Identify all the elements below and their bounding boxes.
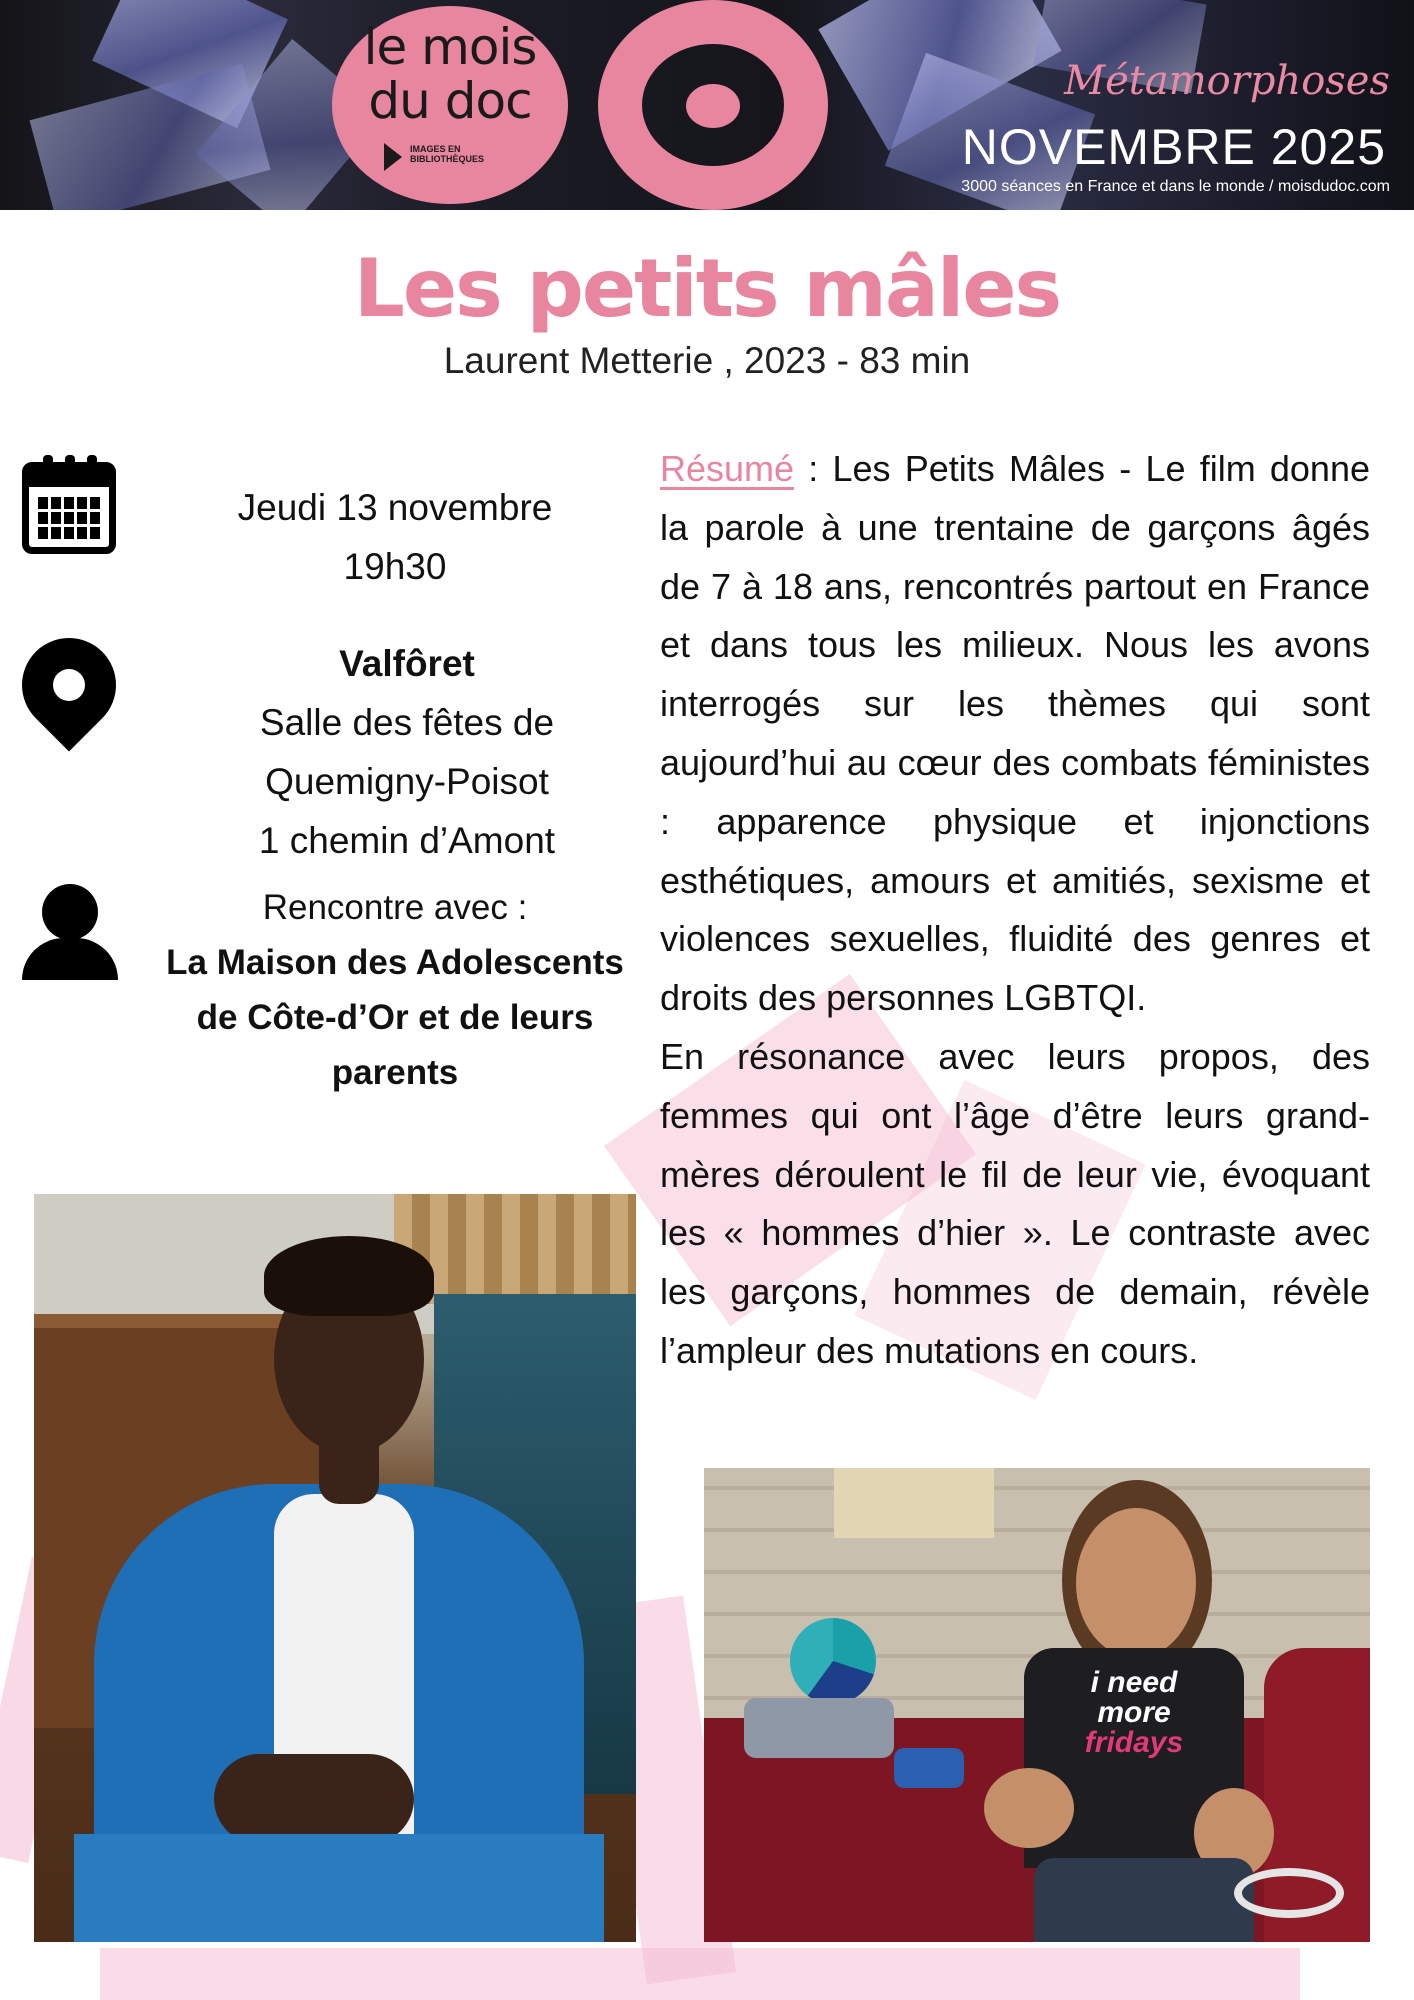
film-still-child (704, 1468, 1370, 1942)
meeting-line-1: La Maison des Adolescents (166, 943, 624, 982)
person-icon-body (22, 938, 118, 980)
event-date: Jeudi 13 novembre (237, 487, 553, 528)
person-icon (42, 884, 98, 940)
location-pin-icon (3, 619, 136, 752)
film-title: Les petits mâles (353, 242, 1061, 335)
film-summary (660, 440, 1370, 1381)
festival-tagline: 3000 séances en France et dans le monde / moisdudoc.com (961, 178, 1390, 195)
meeting-label: Rencontre avec : (262, 888, 528, 927)
event-time: 19h30 (343, 546, 447, 587)
event-meeting (160, 880, 630, 1100)
meeting-line-3: parents (331, 1053, 459, 1092)
venue-place-name: Valfôret (339, 643, 475, 684)
shirt-line-2: more (1097, 1696, 1171, 1729)
festival-month: NOVEMBRE 2025 (961, 119, 1386, 175)
logo-text (332, 20, 568, 128)
summary-paragraph-1 (660, 440, 1370, 1028)
header-banner (0, 0, 1414, 210)
film-still-young-man (34, 1194, 636, 1942)
background-shard (100, 1948, 1300, 2000)
venue-line-2: Quemigny-Poisot (265, 761, 549, 802)
summary-paragraph-2: En résonance avec leurs propos, des femmes qui ont l’âge d’être leurs grand-mères déroulent le fil de leur vie, évoquant les « hommes d’hier ». Le contraste avec les garçons, hommes de demain, révèle l’ampleur des mutations en cours. (660, 1035, 1370, 1371)
venue-address: 1 chemin d’Amont (258, 820, 556, 861)
logo-subtitle: IMAGES EN BIBLIOTHÈQUES (410, 144, 485, 164)
calendar-icon (22, 462, 116, 554)
shirt-print (1024, 1668, 1244, 1758)
venue-line-1: Salle des fêtes de (259, 702, 555, 743)
summary-text-1: : Les Petits Mâles - Le film donne la parole à une trentaine de garçons âgés de 7 à 18 ans, rencontrés partout en France et dans tous les milieux. Nous les avons interrogés sur les thèmes qui sont aujourd’hui au cœur des combats féministes : apparence physique et injonctions esthétiques, amours et amitiés, sexisme et violences sexuelles, fluidité des genres et droits des personnes LGBTQI. (660, 448, 1370, 1019)
logo-line-1: le mois (363, 18, 537, 76)
shirt-line-3: fridays (1084, 1726, 1184, 1759)
shirt-line-1: i need (1090, 1666, 1178, 1699)
event-datetime (160, 478, 630, 596)
event-venue (172, 634, 642, 870)
logo-line-2: du doc (368, 72, 532, 130)
festival-theme: Métamorphoses (1064, 58, 1390, 104)
ring-dot-graphic (686, 84, 740, 128)
film-credits: Laurent Metterie , 2023 - 83 min (443, 340, 971, 381)
meeting-line-2: de Côte-d’Or et de leurs (196, 998, 594, 1037)
summary-label: Résumé (660, 448, 795, 489)
logo-arrow-icon (384, 143, 402, 171)
